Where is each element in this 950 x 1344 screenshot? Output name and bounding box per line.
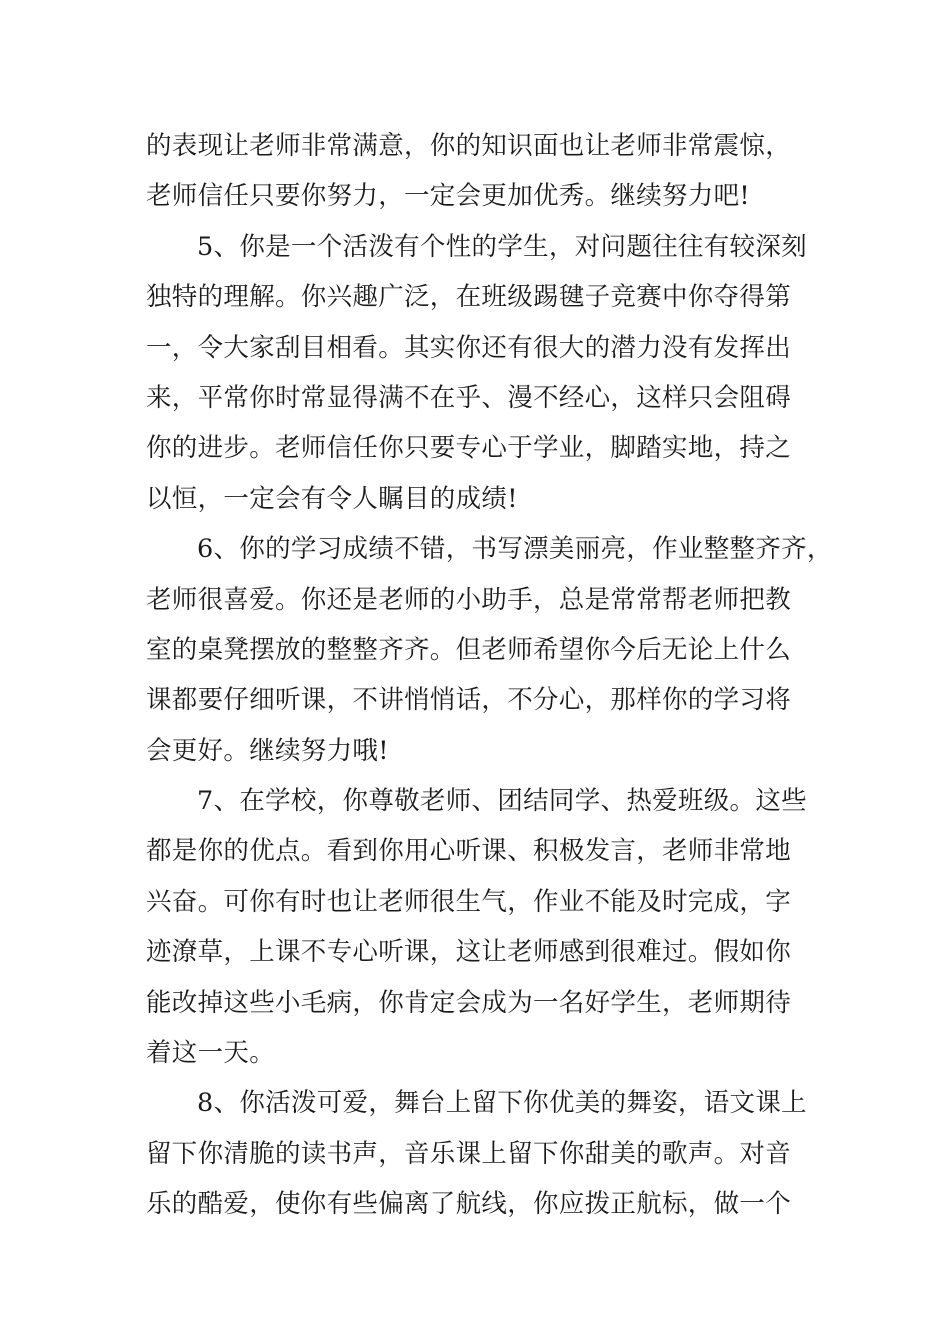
paragraph-line: 都是你的优点。看到你用心听课、积极发言，老师非常地	[146, 836, 792, 867]
paragraph-line: 独特的理解。你兴趣广泛，在班级踢毽子竞赛中你夺得第	[146, 282, 792, 313]
paragraph-line: 迹潦草，上课不专心听课，这让老师感到很难过。假如你	[146, 937, 792, 968]
paragraph-line: 留下你清脆的读书声，音乐课上留下你甜美的歌声。对音	[146, 1138, 792, 1169]
paragraph-line: 着这一天。	[146, 1038, 276, 1069]
paragraph-line: 乐的酷爱，使你有些偏离了航线，你应拨正航标，做一个	[146, 1189, 792, 1220]
paragraph-first-line: 5、你是一个活泼有个性的学生，对问题往往有较深刻	[197, 231, 807, 262]
paragraph-first-line: 7、在学校，你尊敬老师、团结同学、热爱班级。这些	[197, 786, 807, 817]
paragraph-line: 兴奋。可你有时也让老师很生气，作业不能及时完成，字	[146, 886, 792, 917]
paragraph-line: 室的桌凳摆放的整整齐齐。但老师希望你今后无论上什么	[146, 634, 792, 665]
paragraph-line: 的表现让老师非常满意，你的知识面也让老师非常震惊，	[146, 131, 792, 161]
paragraph-first-line: 6、你的学习成绩不错，书写漂美丽亮，作业整整齐齐，	[197, 534, 833, 565]
paragraph-line: 能改掉这些小毛病，你肯定会成为一名好学生，老师期待	[146, 987, 792, 1018]
paragraph-line: 一，令大家刮目相看。其实你还有很大的潜力没有发挥出	[146, 332, 792, 363]
paragraph-line: 老师信任只要你努力，一定会更加优秀。继续努力吧!	[146, 181, 750, 212]
paragraph-line: 课都要仔细听课，不讲悄悄话，不分心，那样你的学习将	[146, 685, 792, 716]
paragraph-line: 老师很喜爱。你还是老师的小助手，总是常常帮老师把教	[146, 584, 792, 615]
paragraph-line: 以恒，一定会有令人瞩目的成绩!	[146, 483, 518, 514]
paragraph-line: 你的进步。老师信任你只要专心于学业，脚踏实地，持之	[146, 433, 792, 464]
document-body	[146, 121, 833, 1230]
paragraph-line: 来，平常你时常显得满不在乎、漫不经心，这样只会阻碍	[146, 382, 792, 413]
paragraph-first-line: 8、你活泼可爱，舞台上留下你优美的舞姿，语文课上	[197, 1088, 807, 1119]
paragraph-line: 会更好。继续努力哦!	[146, 735, 389, 766]
